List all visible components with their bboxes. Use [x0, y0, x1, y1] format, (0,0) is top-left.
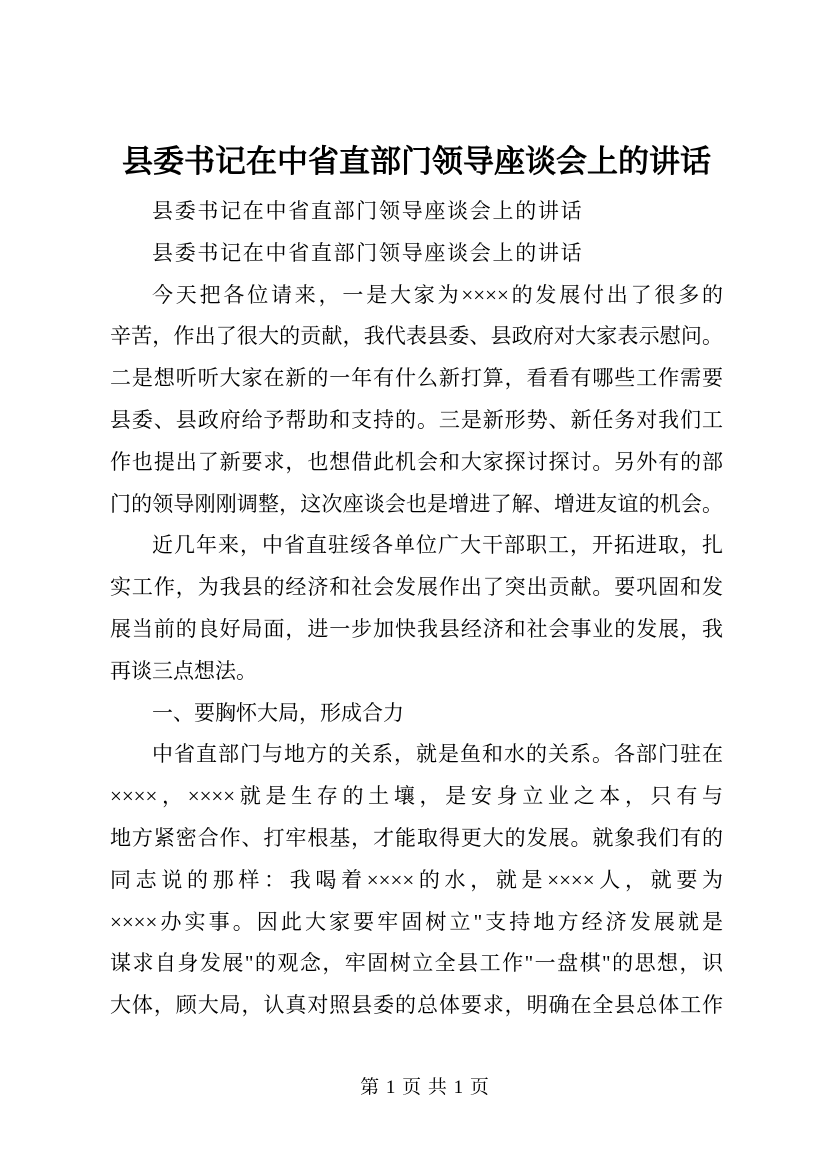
- paragraph-2: [110, 525, 723, 692]
- paragraph-line: ××××办实事。因此大家要牢固树立"支持地方经济发展就是: [110, 909, 723, 934]
- paragraph-line: 展当前的良好局面，进一步加快我县经济和社会事业的发展，我: [110, 616, 723, 641]
- paragraph-line: 地方紧密合作、打牢根基，才能取得更大的发展。就象我们有的: [110, 825, 723, 850]
- paragraph-line: 同志说的那样：我喝着××××的水，就是××××人，就要为: [110, 867, 723, 892]
- paragraph-line: 门的领导刚刚调整，这次座谈会也是增进了解、增进友谊的机会。: [110, 491, 723, 516]
- paragraph-line: 作也提出了新要求，也想借此机会和大家探讨探讨。另外有的部: [110, 449, 723, 474]
- subtitle-block: [110, 191, 723, 275]
- paragraph-line: 近几年来，中省直驻绥各单位广大干部职工，开拓进取，扎: [152, 533, 723, 558]
- paragraph-line: 实工作，为我县的经济和社会发展作出了突出贡献。要巩固和发: [110, 575, 723, 600]
- section-heading-1: 一、要胸怀大局，形成合力: [152, 700, 404, 725]
- subtitle-line: 县委书记在中省直部门领导座谈会上的讲话: [152, 199, 584, 223]
- paragraph-line: 再谈三点想法。: [110, 658, 257, 683]
- document-title: 县委书记在中省直部门领导座谈会上的讲话: [122, 144, 711, 179]
- page-number-footer: 第 1 页 共 1 页: [360, 1077, 490, 1098]
- paragraph-line: 二是想听听大家在新的一年有什么新打算，看看有哪些工作需要: [110, 366, 723, 391]
- document-body: [110, 191, 723, 1027]
- paragraph-line: ××××，××××就是生存的土壤，是安身立业之本，只有与: [110, 784, 723, 809]
- paragraph-line: 县委、县政府给予帮助和支持的。三是新形势、新任务对我们工: [110, 407, 723, 432]
- paragraph-line: 大体，顾大局，认真对照县委的总体要求，明确在全县总体工作: [110, 993, 723, 1018]
- paragraph-line: 辛苦，作出了很大的贡献，我代表县委、县政府对大家表示慰问。: [110, 324, 723, 349]
- paragraph-1: [110, 275, 723, 526]
- paragraph-line: 今天把各位请来，一是大家为××××的发展付出了很多的: [152, 282, 723, 307]
- paragraph-line: 谋求自身发展"的观念，牢固树立全县工作"一盘棋"的思想，识: [110, 951, 723, 976]
- paragraph-3: [110, 734, 723, 1027]
- subtitle-line: 县委书记在中省直部门领导座谈会上的讲话: [152, 240, 584, 265]
- paragraph-line: 中省直部门与地方的关系，就是鱼和水的关系。各部门驻在: [152, 742, 723, 767]
